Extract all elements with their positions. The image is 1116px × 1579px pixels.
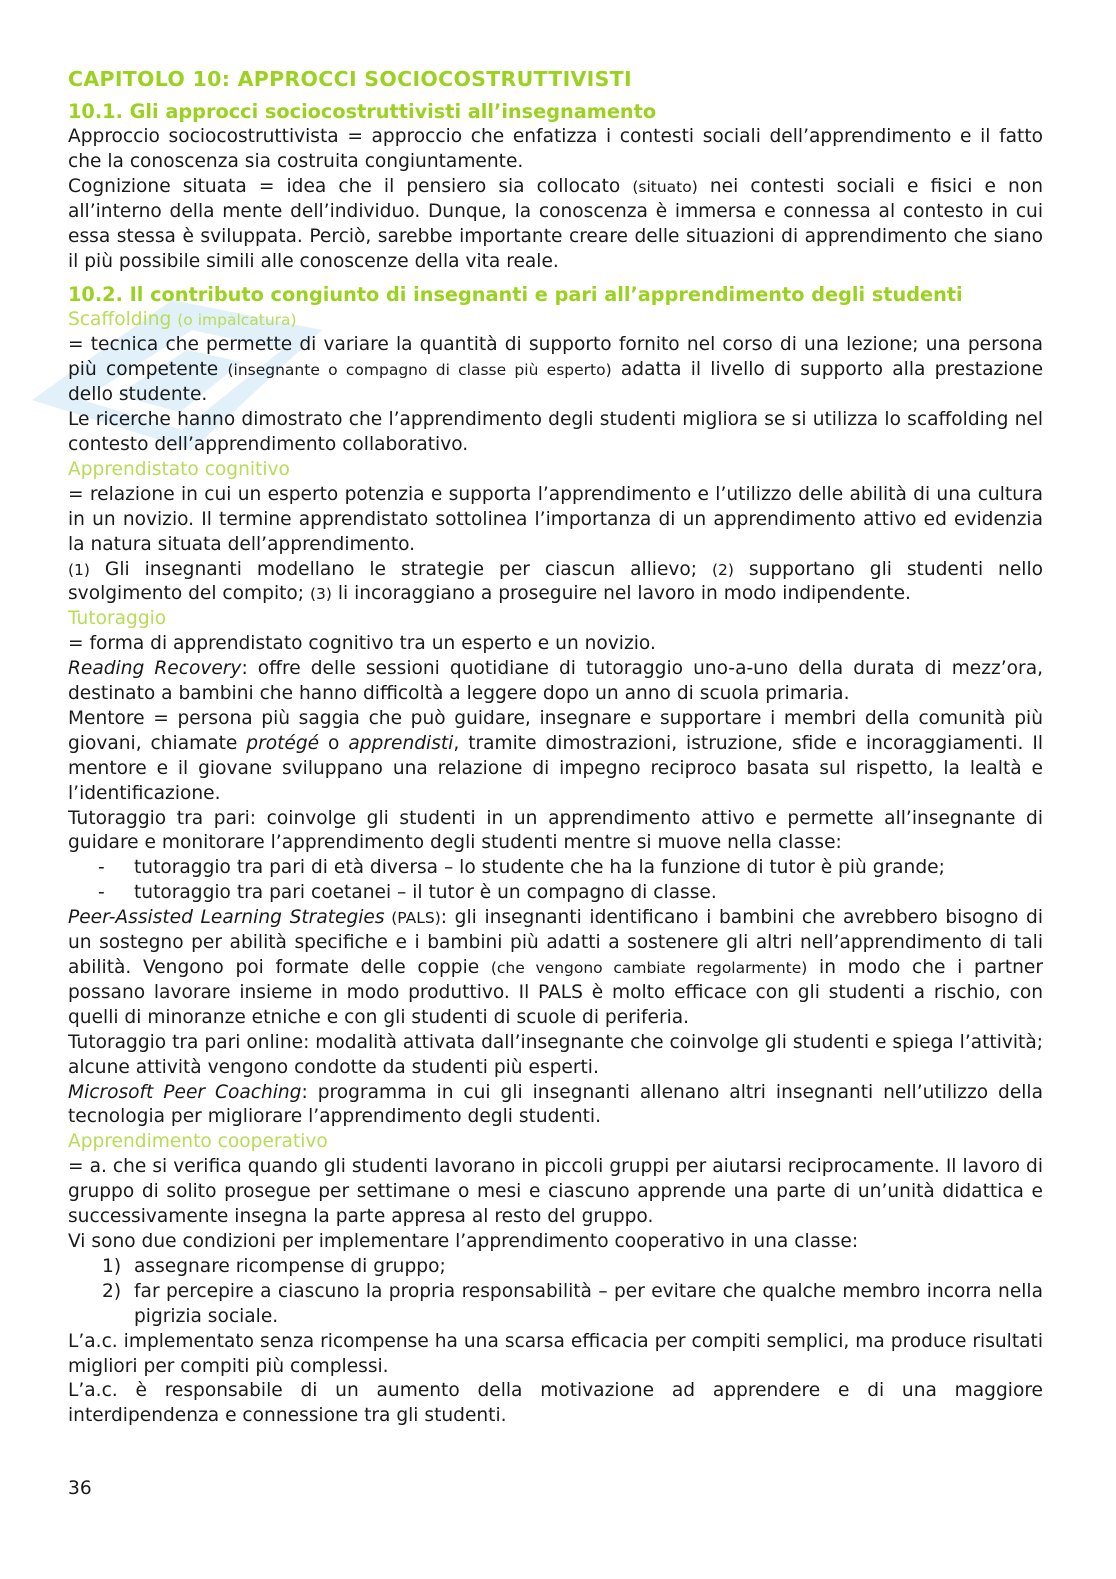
note-span: (PALS) (384, 909, 441, 928)
list-number: 1) (102, 1255, 122, 1277)
document-page (68, 64, 1043, 1429)
paragraph-apprendistato-def: = relazione in cui un esperto potenzia e supporta l’apprendimento e l’utilizzo delle abilità di una cultura in un novizio. Il termine apprendistato sottolinea l’importanza di un apprendimento attivo ed evidenzia la natura situata dell’apprendimento. (68, 483, 1043, 555)
paragraph-approccio: Approccio sociocostruttivista = approccio che enfatizza i contesti sociali dell’apprendimento e il fatto che la conoscenza sia costruita congiuntamente. (68, 126, 1043, 172)
paragraph-mentore (68, 707, 1043, 807)
paragraph-tutoraggio-def: = forma di apprendistato cognitivo tra un esperto e un novizio. (68, 633, 656, 655)
paragraph-cooperativo-def: = a. che si verifica quando gli studenti lavorano in piccoli gruppi per aiutarsi reciprocamente. Il lavoro di gruppo di solito prosegue per settimane o mesi e ciascuno apprende una parte di un’unità didattica e successivamente insegna la parte appresa al resto del gruppo. (68, 1156, 1043, 1228)
text-span: Mentore = persona più saggia che può guidare, insegnare e supportare i membri della comunità più giovani, chiamate (68, 707, 1043, 754)
text-span: Gli insegnanti modellano le strategie per ciascun allievo; (89, 558, 712, 580)
list-text: far percepire a ciascuno la propria responsabilità – per evitare che qualche membro incorra nella pigrizia sociale. (134, 1280, 1043, 1327)
step-number: (2) (712, 560, 734, 579)
paragraph-scaffolding-research: Le ricerche hanno dimostrato che l’apprendimento degli studenti migliora se si utilizza lo scaffolding nel contesto dell’apprendimento collaborativo. (68, 409, 1043, 455)
section-heading-10-1: 10.1. Gli approcci sociocostruttivisti all’insegnamento (68, 100, 657, 123)
paragraph-reading-recovery (68, 657, 1043, 707)
list-number: 2) (102, 1280, 122, 1302)
note-span: (insegnante o compagno di classe più esperto) (227, 361, 612, 380)
paragraph-tutoraggio-online: Tutoraggio tra pari online: modalità attivata dall’insegnante che coinvolge gli studenti e spiega l’attività; alcune attività vengono condotte da studenti più esperti. (68, 1031, 1043, 1078)
text-span: : gli insegnanti identificano i bambini che avrebbero bisogno di un sostegno per abilità specifiche e i bambini più adatti a sostenere gli altri nell’apprendimento di tali abilità. Vengono poi formate delle coppie (68, 907, 1043, 978)
list-item (102, 1255, 1043, 1280)
text-span: o (319, 732, 349, 754)
list-item: - tutoraggio tra pari di età diversa – lo studente che ha la funzione di tutor è più grande; (98, 856, 1043, 881)
text-span: Cognizione situata = idea che il pensiero sia collocato (68, 175, 633, 197)
list-item (102, 1280, 1043, 1330)
subheading-note: (o impalcatura) (177, 311, 297, 330)
list-tutoraggio-pari (68, 856, 1043, 906)
term-italic: Microsoft Peer Coaching (68, 1081, 302, 1103)
subheading-scaffolding (68, 308, 1043, 333)
subheading-tutoraggio: Tutoraggio (68, 608, 167, 630)
paragraph-ac-motivazione: L’a.c. è responsabile di un aumento della motivazione ad apprendere e di una maggiore interdipendenza e connessione tra gli studenti. (68, 1380, 1043, 1427)
chapter-title: CAPITOLO 10: APPROCCI SOCIOCOSTRUTTIVISTI (68, 67, 632, 91)
step-number: (1) (68, 560, 90, 579)
list-text: assegnare ricompense di gruppo; (134, 1255, 446, 1277)
page-number: 36 (68, 1478, 92, 1499)
note-span: (che vengono cambiate regolarmente) (490, 959, 808, 977)
paragraph-cooperativo-conditions-intro: Vi sono due condizioni per implementare l’apprendimento cooperativo in una classe: (68, 1230, 859, 1252)
subheading-text: Scaffolding (68, 309, 178, 331)
text-span: li incoraggiano a proseguire nel lavoro in modo indipendente. (331, 583, 911, 605)
subheading-apprendistato: Apprendistato cognitivo (68, 458, 290, 480)
paragraph-ac-ricompense: L’a.c. implementato senza ricompense ha una scarsa efficacia per compiti semplici, ma produce risultati migliori per compiti più complessi. (68, 1330, 1043, 1377)
term-italic: Reading Recovery (68, 658, 242, 680)
list-item: - tutoraggio tra pari coetanei – il tutor è un compagno di classe. (98, 881, 1043, 906)
text-span: : programma in cui gli insegnanti allenano altri insegnanti nell’utilizzo della tecnologia per migliorare l’apprendimento degli studenti. (68, 1081, 1043, 1128)
text-span: : offre delle sessioni quotidiane di tutoraggio uno-a-uno della durata di mezz’ora, destinato a bambini che hanno difficoltà a leggere dopo un anno di scuola primaria. (68, 658, 1043, 705)
text-span: in modo che i partner possano lavorare insieme in modo produttivo. Il PALS è molto efficace con gli studenti a rischio, con quelli di minoranze etniche e con gli studenti di scuole di periferia. (68, 957, 1043, 1028)
section-heading-10-2: 10.2. Il contributo congiunto di insegnanti e pari all’apprendimento degli studenti (68, 283, 963, 307)
text-span: adatta il livello di supporto alla prestazione dello studente. (68, 359, 1044, 406)
text-span: supportano gli studenti nello svolgimento del compito; (68, 558, 1043, 605)
text-span: = tecnica che permette di variare la quantità di supporto fornito nel corso di una lezione; una persona più competente (68, 334, 1043, 381)
term-italic: Peer-Assisted Learning Strategies (68, 907, 385, 929)
step-number: (3) (309, 585, 332, 604)
paragraph-tutoraggio-pari: Tutoraggio tra pari: coinvolge gli studenti in un apprendimento attivo e permette all’insegnante di guidare e monitorare l’apprendimento degli studenti mentre si muove nella classe: (68, 807, 1043, 854)
text-span: , tramite dimostrazioni, istruzione, sfide e incoraggiamenti. Il mentore e il giovane sviluppano una relazione di impegno reciproco basata sul rispetto, la lealtà e l’identificazione. (68, 732, 1044, 804)
text-span: nei contesti sociali e fisici e non all’interno della mente dell’individuo. Dunque, la conoscenza è immersa e connessa al contesto in cui essa stessa è sviluppata. Perciò, sarebbe importante creare delle situazioni di apprendimento che siano il più possibile simili alle conoscenze della vita reale. (68, 175, 1043, 272)
term-italic: protégé (246, 732, 320, 754)
paragraph-apprendistato-steps (68, 558, 1043, 608)
paragraph-cognizione-situata (68, 175, 1043, 275)
paragraph-scaffolding-def (68, 333, 1043, 408)
note-span: (situato) (632, 177, 698, 196)
term-italic: apprendisti (348, 732, 454, 754)
paragraph-microsoft-peer-coaching (68, 1081, 1043, 1131)
subheading-cooperativo: Apprendimento cooperativo (68, 1131, 328, 1153)
list-conditions (68, 1255, 1043, 1330)
paragraph-pals (68, 906, 1043, 1031)
